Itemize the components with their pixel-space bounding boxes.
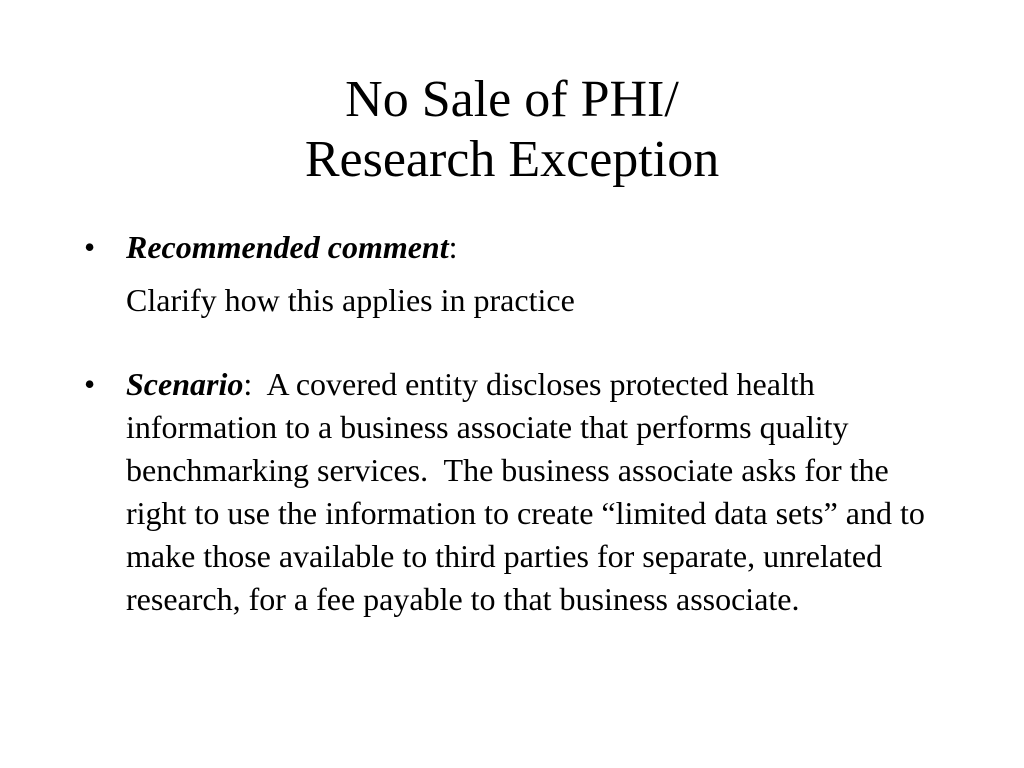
slide-title — [0, 70, 1024, 190]
bullet-scenario — [84, 363, 944, 621]
bullet-dot-icon: • — [84, 366, 96, 402]
slide-title-line-2: Research Exception — [304, 131, 720, 188]
bullet-subtext: Clarify how this applies in practice — [126, 282, 575, 318]
bullet-dot-icon: • — [84, 229, 96, 265]
slide-title-line-1: No Sale of PHI/ — [345, 71, 679, 128]
bullet-punct: : — [448, 229, 458, 265]
bullet-list — [84, 226, 944, 621]
bullet-lead-scenario: Scenario — [126, 366, 244, 402]
bullet-recommended-comment — [84, 226, 944, 322]
bullet-lead-recommended-comment: Recommended comment — [126, 229, 449, 265]
bullet-punct: : — [243, 366, 253, 402]
bullet-scenario-text: A covered entity discloses protected health information to a business associate that performs quality benchmarking services. The business associate asks for the right to use the information to create “limited data sets” and to make those available to third parties for separate, unrelated research, for a fee payable to that business associate. — [126, 366, 933, 617]
